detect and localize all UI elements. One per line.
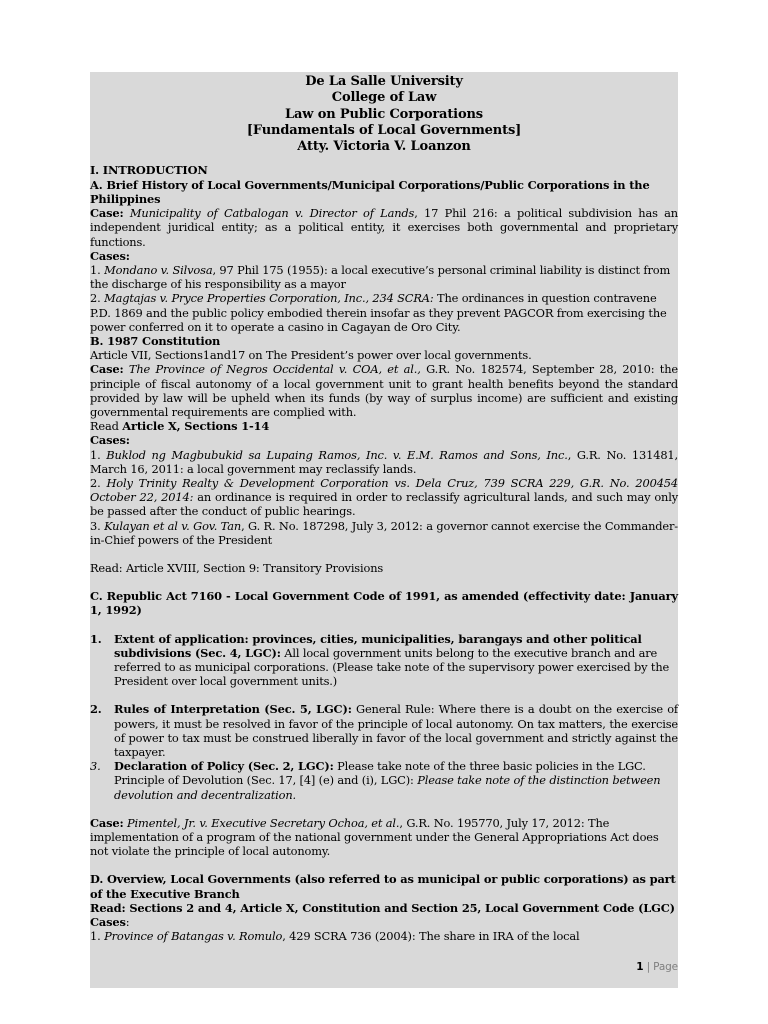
case-name: Magtajas v. Pryce Properties Corporation, Inc., 234 SCRA: [104, 291, 434, 306]
case-item [90, 519, 678, 547]
case-name: Pimentel, Jr. v. Executive Secretary Ochoa, et al. [127, 815, 400, 830]
case-name: Kulayan et al v. Gov. Tan [104, 518, 242, 533]
case-number: 2. [90, 475, 101, 490]
page-label: Page [653, 961, 678, 973]
case-number: 1. [90, 447, 101, 462]
list-item [90, 632, 678, 689]
subsection-d-title: D. Overview, Local Governments (also referred to as municipal or public corporations) as part of the Executive Branch [90, 872, 676, 901]
case-label: Case: [90, 362, 124, 377]
case-label: Case: [90, 206, 124, 221]
case-number: 2. [90, 291, 101, 306]
case-text: , 97 Phil 175 (1955): a local executive’s personal criminal liability is distinct from the discharge of his responsibility as a mayor [90, 262, 671, 292]
case-text: , 17 Phil 216: a political subdivision has an independent juridical entity; as a political entity, it exercises both governmental and proprietary functions. [90, 206, 678, 249]
case-number: 1. [90, 262, 101, 277]
list-number: 1. [90, 631, 102, 646]
cases-label: Cases: [90, 248, 130, 263]
cases-colon: : [125, 915, 130, 930]
case-item [90, 291, 678, 334]
university-name: De La Salle University [305, 74, 463, 89]
subsection-c-title: C. Republic Act 7160 - Local Government Code of 1991, as amended (effectivity date: January 1, 1992) [90, 589, 678, 618]
subsection-b-title: B. 1987 Constitution [90, 333, 221, 348]
list-number: 3. [90, 759, 101, 774]
case-item [90, 476, 678, 519]
list-item [90, 759, 678, 802]
cases-label [90, 915, 678, 929]
case-text: The ordinances in question contravene P.D. 1869 and the public policy embodied therein insofar as they prevent PAGCOR from exercising the power conferred on it to operate a casino in Cagayan de Oro City. [90, 291, 667, 334]
case-text: G.R. No. 182574, September 28, 2010: the principle of fiscal autonomy of a local government unit to grant health benefits beyond the standard provided by law will be upheld when its funds (by way of surplus income) are sufficient and existing governmental requirements are complied with. [90, 362, 678, 419]
page-number: 1 [636, 961, 644, 973]
case-number: 1. [90, 929, 101, 944]
case-paragraph [90, 362, 678, 419]
list-item-heading: Rules of Interpretation (Sec. 5, LGC): [114, 702, 352, 717]
read-reference: Article X, Sections 1-14 [122, 419, 270, 434]
course-title: Law on Public Corporations [285, 106, 483, 122]
lgc-list [90, 632, 678, 802]
case-name: Buklod ng Magbubukid sa Lupaing Ramos, Inc. v. E.M. Ramos and Sons, Inc. [106, 447, 568, 462]
case-name: Mondano v. Silvosa [104, 262, 213, 277]
case-number: 3. [90, 518, 101, 533]
cases-word: Cases [90, 915, 126, 930]
list-item-note: Please take note of the distinction between devolution and decentralization. [114, 773, 661, 802]
author-name: Atty. Victoria V. Loanzon [297, 139, 471, 155]
case-text: , G. R. No. 187298, July 3, 2012: a governor cannot exercise the Commander-in-Chief powers of the President [90, 518, 678, 547]
page-footer [636, 960, 678, 974]
document-header [90, 74, 678, 155]
case-name: Municipality of Catbalogan v. Director of Lands [129, 206, 415, 221]
college-name: College of Law [331, 90, 437, 106]
case-name: The Province of Negros Occidental v. COA, et al., [128, 362, 421, 377]
topic-title: [Fundamentals of Local Governments] [246, 122, 522, 138]
document-page [90, 72, 678, 988]
case-text: , 429 SCRA 736 (2004): The share in IRA of the local [282, 929, 580, 944]
subsection-a-title: A. Brief History of Local Governments/Municipal Corporations/Public Corporations in the Philippines [90, 177, 650, 206]
case-text: , G.R. No. 131481, March 16, 2011: a local government may reclassify lands. [90, 447, 678, 476]
case-item [90, 929, 678, 943]
case-name: Holy Trinity Realty & Development Corporation vs. Dela Cruz, 739 SCRA 229, G.R. No. 200454 October 22, 2014: [90, 475, 678, 505]
case-item [90, 263, 678, 291]
read-instruction [90, 419, 678, 433]
list-item-text: Please take note of the three basic policies in the LGC. Principle of Devolution (Sec. 17, [4] (e) and (i), LGC): [114, 759, 646, 788]
list-item-text: General Rule: Where there is a doubt on the exercise of powers, it must be resolved in favor of the principle of local autonomy. On tax matters, the exercise of power to tax must be construed liberally in favor of the local government and strictly against the taxpayer. [114, 702, 678, 759]
transitory-read: Read: Article XVIII, Section 9: Transitory Provisions [90, 560, 384, 575]
cases-label: Cases: [90, 433, 130, 448]
section-introduction-title: I. INTRODUCTION [90, 163, 208, 178]
list-number: 2. [90, 702, 102, 717]
read-instruction: Read: Sections 2 and 4, Article X, Constitution and Section 25, Local Government Code (LGC) [90, 900, 675, 915]
list-item-heading: Extent of application: provinces, cities, municipalities, barangays and other political subdivisions (Sec. 4, LGC): [114, 631, 642, 660]
case-label: Case: [90, 815, 124, 830]
article-reference: Article VII, Sections1and17 on The President’s power over local governments. [90, 348, 532, 363]
case-text: an ordinance is required in order to reclassify agricultural lands, and such may only be passed after the conduct of public hearings. [90, 490, 679, 519]
list-item-heading: Declaration of Policy (Sec. 2, LGC): [114, 759, 334, 774]
case-name: Province of Batangas v. Romulo [104, 929, 283, 944]
read-prefix: Read [90, 419, 123, 434]
footer-separator: | [646, 961, 650, 973]
case-paragraph [90, 816, 678, 859]
case-text: , G.R. No. 195770, July 17, 2012: The implementation of a program of the national government under the General Appropriations Act does not violate the principle of local autonomy. [90, 815, 659, 859]
list-item-text: All local government units belong to the executive branch and are referred to as municipal corporations. (Please take note of the supervisory power exercised by the President over local government units.) [114, 645, 670, 689]
case-item [90, 448, 678, 476]
case-paragraph [90, 206, 678, 249]
list-item [90, 702, 678, 759]
